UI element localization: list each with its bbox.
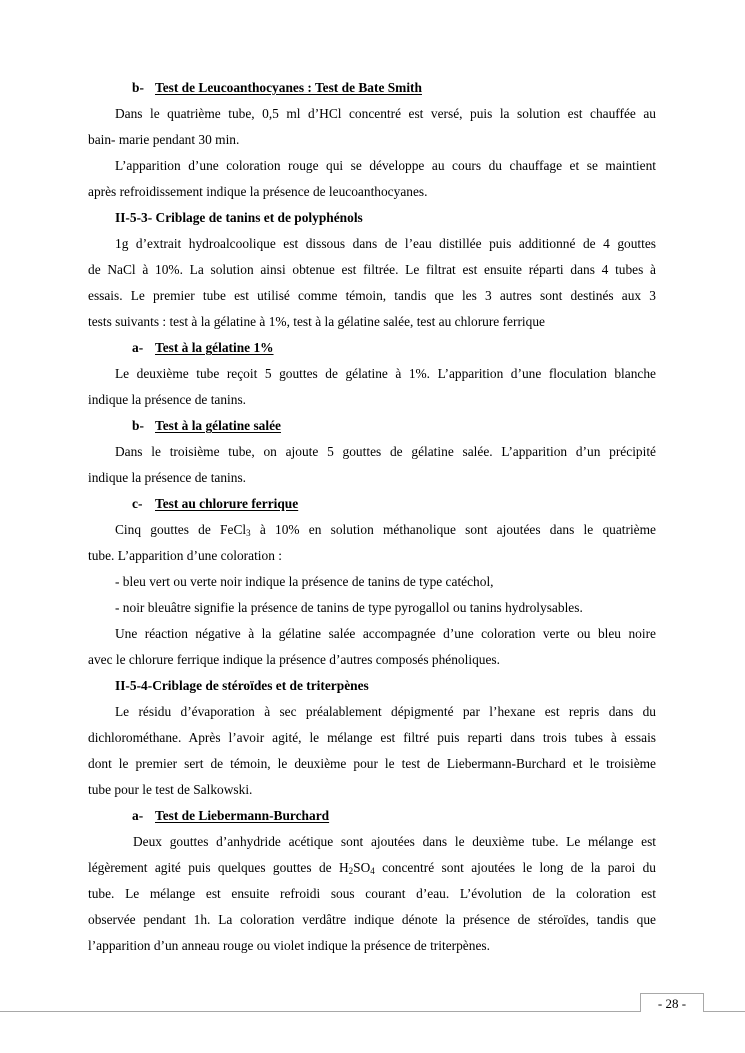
paragraph-line: essais. Le premier tube est utilisé comme témoin, tandis que les 3 autres sont destinés aux 3	[88, 288, 656, 303]
paragraph-line: après refroidissement indique la présence de leucoanthocyanes.	[88, 184, 428, 199]
paragraph-line: tube pour le test de Salkowski.	[88, 782, 253, 797]
subheading-liebermann-burchard: a- Test de Liebermann-Burchard	[132, 808, 330, 823]
paragraph-line: Une réaction négative à la gélatine salée accompagnée d’une coloration verte ou bleu noire	[115, 626, 656, 641]
paragraph-line: 1g d’extrait hydroalcoolique est dissous dans de l’eau distillée puis additionné de 4 gouttes	[115, 236, 656, 251]
paragraph-line: dont le premier sert de témoin, le deuxième pour le test de Liebermann-Burchard et le troisième	[88, 756, 656, 771]
paragraph-line: légèrement agité puis quelques gouttes de $H_2SO_4$ concentré sont ajoutées le long de la paroi du	[88, 860, 656, 876]
paragraph-line: dichlorométhane. Après l’avoir agité, le mélange est filtré puis reparti dans trois tubes à essais	[88, 730, 656, 745]
paragraph-line: tests suivants : test à la gélatine à 1%, test à la gélatine salée, test au chlorure ferrique	[88, 314, 545, 329]
footer-divider	[0, 1011, 745, 1012]
page-number: - 28 -	[640, 993, 704, 1012]
list-item: - noir bleuâtre signifie la présence de tanins de type pyrogallol ou tanins hydrolysables.	[115, 600, 583, 615]
section-heading-steroides: II-5-4-Criblage de stéroïdes et de triterpènes	[115, 678, 369, 693]
paragraph-line: Le deuxième tube reçoit 5 gouttes de gélatine à 1%. L’apparition d’une floculation blanche	[115, 366, 656, 381]
subheading-gelatine-salee: b- Test à la gélatine salée	[132, 418, 281, 433]
paragraph-line: tube. L’apparition d’une coloration :	[88, 548, 282, 563]
paragraph-line: indique la présence de tanins.	[88, 392, 247, 407]
list-item: - bleu vert ou verte noir indique la présence de tanins de type catéchol,	[115, 574, 494, 589]
subheading-leucoanthocyanes: b- Test de Leucoanthocyanes : Test de Bate Smith	[132, 80, 422, 95]
paragraph-line: Cinq gouttes de FeCl$_3$ à 10% en solution méthanolique sont ajoutées dans le quatrième	[115, 522, 656, 538]
subheading-gelatine-1: a- Test à la gélatine 1%	[132, 340, 274, 355]
paragraph-line: indique la présence de tanins.	[88, 470, 247, 485]
paragraph-line: tube. Le mélange est ensuite refroidi sous courant d’eau. L’évolution de la coloration est	[88, 886, 656, 901]
paragraph-line: observée pendant 1h. La coloration verdâtre indique dénote la présence de stéroïdes, tandis que	[88, 912, 656, 927]
paragraph-line: Deux gouttes d’anhydride acétique sont ajoutées dans le deuxième tube. Le mélange est	[133, 834, 656, 849]
paragraph-line: L’apparition d’une coloration rouge qui se développe au cours du chauffage et se maintient	[115, 158, 656, 173]
paragraph-line: bain- marie pendant 30 min.	[88, 132, 240, 147]
section-heading-tanins: II-5-3- Criblage de tanins et de polyphénols	[115, 210, 363, 225]
paragraph-line: avec le chlorure ferrique indique la présence d’autres composés phénoliques.	[88, 652, 500, 667]
subheading-chlorure-ferrique: c- Test au chlorure ferrique	[132, 496, 299, 511]
paragraph-line: l’apparition d’un anneau rouge ou violet indique la présence de triterpènes.	[88, 938, 490, 953]
paragraph-line: Le résidu d’évaporation à sec préalablement dépigmenté par l’hexane est repris dans du	[115, 704, 656, 719]
paragraph-line: Dans le quatrième tube, 0,5 ml d’HCl concentré est versé, puis la solution est chauffée au	[115, 106, 656, 121]
paragraph-line: de NaCl à 10%. La solution ainsi obtenue est filtrée. Le filtrat est ensuite réparti dans 4 tubes à	[88, 262, 656, 277]
paragraph-line: Dans le troisième tube, on ajoute 5 gouttes de gélatine salée. L’apparition d’un précipité	[115, 444, 656, 459]
